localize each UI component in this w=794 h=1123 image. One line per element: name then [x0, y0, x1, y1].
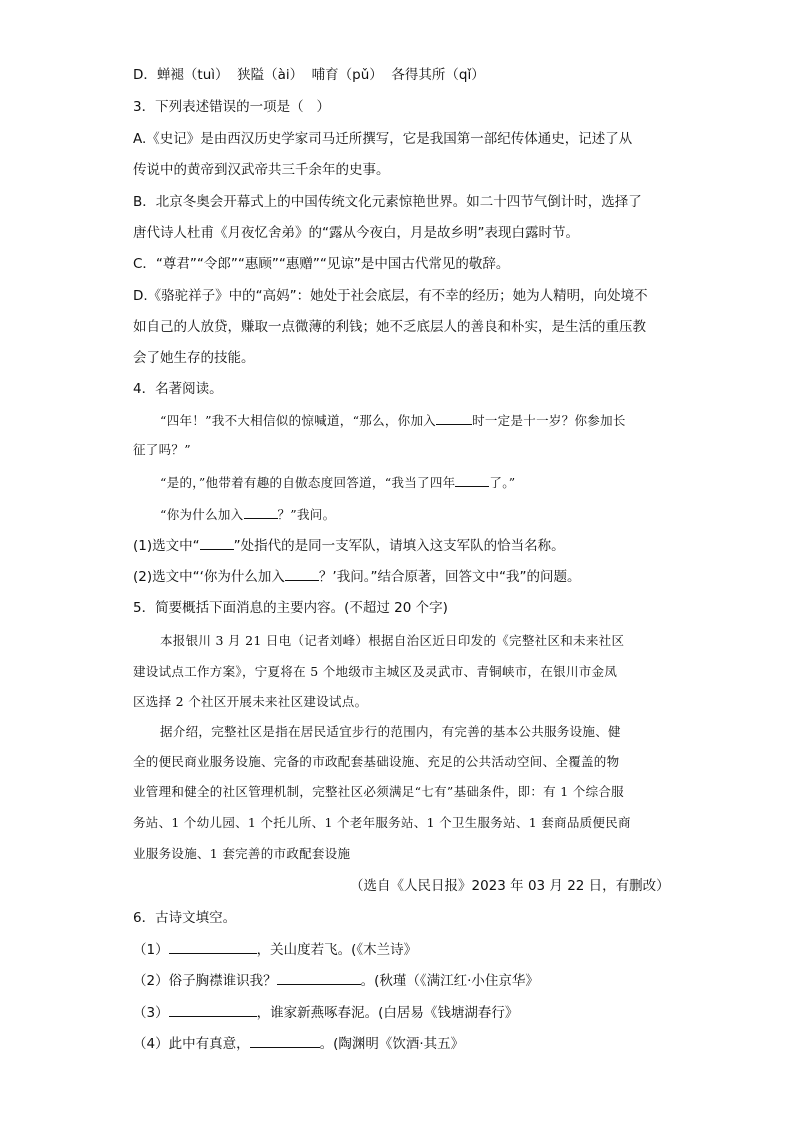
q3-option-b-line2: 唐代诗人杜甫《月夜忆舍弟》的“露从今夜白，月是故乡明”表现白露时节。	[133, 225, 579, 241]
q2-option-d-text: D．蝉褪（tuì） 狭隘（ài） 哺育（pǔ） 各得其所（qǐ）	[133, 67, 485, 83]
q3-stem	[133, 97, 330, 117]
q6-item-2: （2）俗子胸襟谁识我？ 。(秋瑾（《满江红·小住京华》	[133, 970, 539, 991]
fill-blank[interactable]	[436, 410, 472, 425]
q6-stem: 6．古诗文填空。	[133, 910, 237, 926]
q3-stem-text: 3．下列表述错误的一项是（ ）	[133, 99, 330, 115]
fill-blank[interactable]	[169, 1002, 257, 1017]
q3-option-b-line1: B．北京冬奥会开幕式上的中国传统文化元素惊艳世界。如二十四节气倒计时，选择了	[133, 194, 642, 210]
q5-news-line6: 业管理和健全的社区管理机制，完整社区必须满足“七有”基础条件，即：有 1 个综合服	[133, 784, 624, 799]
q6-item-1: （1） ，关山度若飞。(《木兰诗》	[133, 939, 417, 960]
q5-news-line8: 业服务设施、1 套完善的市政配套设施	[133, 846, 351, 861]
fill-blank[interactable]	[244, 504, 278, 519]
fill-blank[interactable]	[277, 970, 361, 985]
fill-blank[interactable]	[169, 939, 257, 954]
q3-option-a-line2: 传说中的黄帝到汉武帝共三千余年的史事。	[133, 162, 390, 178]
q4-excerpt-line3: “是的，”他带着有趣的自傲态度回答道，“我当了四年 了。”	[160, 472, 515, 493]
q4-excerpt-line4: “你为什么加入 ？”我问。	[160, 504, 335, 525]
fill-blank[interactable]	[200, 535, 234, 550]
q3-option-c: C．“尊君”“令郎”“惠顾”“惠赠”“见谅”是中国古代常见的敬辞。	[133, 256, 510, 272]
q5-news-line2: 建设试点工作方案》，宁夏将在 5 个地级市主城区及灵武市、青铜峡市，在银川市金凤	[133, 664, 618, 679]
q4-subquestion-2: (2)选文中“‘你为什么加入 ？’我问。”结合原著，回答文中“我”的问题。	[133, 566, 580, 587]
q3-option-d-line3: 会了她生存的技能。	[133, 350, 255, 366]
fill-blank[interactable]	[285, 566, 319, 581]
q5-news-line3: 区选择 2 个社区开展未来社区建设试点。	[133, 694, 368, 709]
q3-option-d-line2: 如自己的人放贷，赚取一点微薄的利钱；她不乏底层人的善良和朴实，是生活的重压教	[133, 319, 646, 335]
q5-news-line7: 务站、1 个幼儿园、1 个托儿所、1 个老年服务站、1 个卫生服务站、1 套商品质便民商	[133, 815, 631, 830]
q5-news-line5: 全的便民商业服务设施、完备的市政配套基础设施、充足的公共活动空间、全覆盖的物	[133, 754, 620, 769]
q3-option-a-line1: A.《史记》是由西汉历史学家司马迁所撰写，它是我国第一部纪传体通史，记述了从	[133, 131, 633, 147]
q4-excerpt-line2: 征了吗？”	[133, 442, 191, 457]
q5-news-line1: 本报银川 3 月 21 日电（记者刘峰）根据自治区近日印发的《完整社区和未来社区	[160, 633, 625, 648]
q5-source: （选自《人民日报》2023 年 03 月 22 日，有删改）	[350, 878, 670, 894]
fill-blank[interactable]	[455, 472, 489, 487]
q4-subquestion-1: (1)选文中“ ”处指代的是同一支军队，请填入这支军队的恰当名称。	[133, 535, 565, 556]
q3-option-d-line1: D.《骆驼祥子》中的“高妈”：她处于社会底层，有不幸的经历；她为人精明，向处境不	[133, 288, 648, 304]
q6-item-3: （3） ，谁家新燕啄春泥。(白居易《钱塘湖春行》	[133, 1002, 518, 1023]
q4-excerpt-line1: “四年！”我不大相信似的惊喊道，“那么，你加入 时一定是十一岁？你参加长	[160, 410, 626, 431]
q5-news-line4: 据介绍，完整社区是指在居民适宜步行的范围内，有完善的基本公共服务设施、健	[160, 724, 621, 739]
q5-stem: 5．简要概括下面消息的主要内容。(不超过 20 个字)	[133, 600, 448, 616]
q4-stem: 4．名著阅读。	[133, 381, 223, 397]
q6-item-4: （4）此中有真意， 。(陶渊明《饮酒·其五》	[133, 1033, 464, 1054]
q2-option-d	[133, 65, 485, 85]
fill-blank[interactable]	[250, 1033, 320, 1048]
